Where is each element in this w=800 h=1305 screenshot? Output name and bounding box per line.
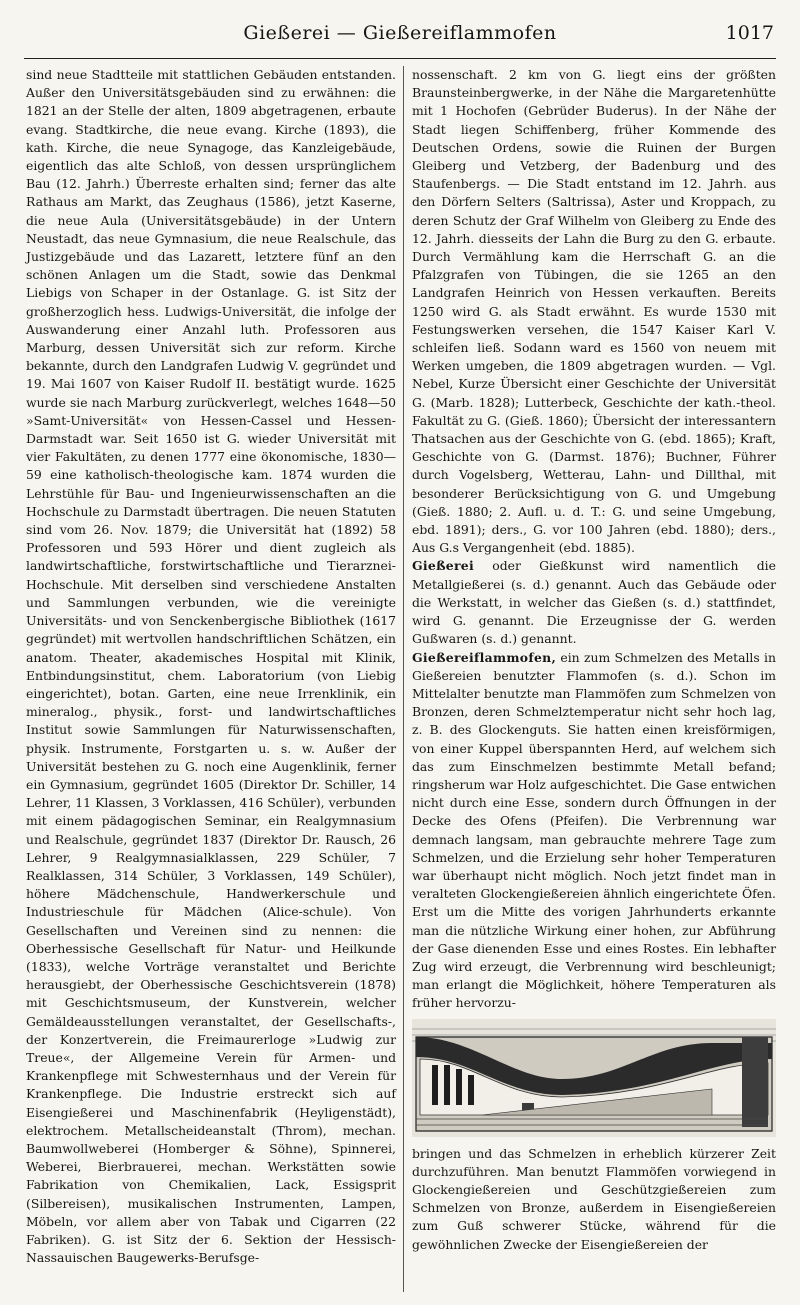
right-column xyxy=(412,66,776,1254)
entry-giessereiflammofen-headword: Gießereiflammofen, xyxy=(412,649,557,665)
column-separator xyxy=(403,66,404,1292)
right-column-paragraph: nossenschaft. 2 km von G. liegt eins der größten Braunsteinbergwerke, in der Nähe die Margaretenhütte mit 1 Hochofen (Gebrüder Buderus). In der Nähe der Stadt liegen Schiffenberg, früher Kommende des Deutschen Ordens, sowie die Ruinen der Burgen Gleiberg und Vetzberg, der Badenburg und des Staufenbergs. — Die Stadt entstand im 12. Jahrh. aus den Dörfern Selters (Saltrissa), Aster und Kroppach, zu deren Schutz der Graf Wilhelm von Gleiberg zu Ende des 12. Jahrh. diesseits der Lahn die Burg zu den G. erbaute. Durch Vermählung kam die Herrschaft G. an die Pfalzgrafen von Tübingen, die sie 1265 an den Landgrafen Heinrich von Hessen verkauften. Bereits 1250 wird G. als Stadt erwähnt. Es wurde 1530 mit Festungswerken versehen, die 1547 Kaiser Karl V. schleifen ließ. Sodann ward es 1560 von neuem mit Werken umgeben, die 1809 abgetragen wurden. — Vgl. Nebel, Kurze Übersicht einer Geschichte der Universität G. (Marb. 1828); Lutterbeck, Geschichte der kath.-theol. Fakultät zu G. (Gieß. 1860); Übersicht der interessantern Thatsachen aus der Geschichte von G. (ebd. 1865); Kraft, Geschichte von G. (Darmst. 1876); Buchner, Führer durch Vogelsberg, Wetterau, Lahn- und Dillthal, mit besonderer Berücksichtigung von G. und Umgebung (Gieß. 1880; 2. Aufl. u. d. T.: G. und seine Umgebung, ebd. 1891); ders., G. vor 100 Jahren (ebd. 1880); ders., Aus G.s Vergangenheit (ebd. 1885). xyxy=(412,67,776,556)
entry-giessereiflammofen xyxy=(412,649,776,1013)
furnace-figure xyxy=(412,1019,776,1137)
entry-giessereiflammofen-text: ein zum Schmelzen des Metalls in Gießereien benutzter Flammofen (s. d.). Schon im Mittelalter benutzte man Flammöfen zum Schmelzen von Bronzen, deren Schmelztemperatur nicht sehr hoch lag, z. B. des Glockenguts. Sie hatten einen kreisförmigen, von einer Kuppel überspannten Herd, auf welchem sich das zum Einschmelzen bestimmte Metall befand; ringsherum war Holz aufgeschichtet. Die Gase entwichen nicht durch eine Esse, sondern durch Öffnungen in der Decke des Ofens (Pfeifen). Die Verbrennung war demnach langsam, man gebrauchte mehrere Tage zum Schmelzen, und die Erzielung sehr hoher Temperaturen war überhaupt nicht möglich. Noch jetzt findet man in veralteten Glockengießereien ähnlich eingerichtete Öfen. Erst um die Mitte des vorigen Jahrhunderts erkannte man die nützliche Wirkung einer hohen, zur Abführung der Gase dienenden Esse und eines Rostes. Ein lebhafter Zug wird erzeugt, die Verbrennung wird beschleunigt; man erlangt die Möglichkeit, höhere Temperaturen als früher hervorzu- xyxy=(412,649,776,1011)
page-title: Gießerei — Gießereiflammofen xyxy=(243,22,557,44)
running-header xyxy=(0,18,800,58)
entry-giesserei xyxy=(412,557,776,648)
entry-giesserei-text: oder Gießkunst wird namentlich die Metallgießerei (s. d.) genannt. Auch das Gebäude oder die Werkstatt, in welcher das Gießen (s. d.) stattfindet, wird G. genannt. Die Erzeugnisse der G. werden Gußwaren (s. d.) genannt. xyxy=(412,558,776,647)
right-column-paragraph-after-figure: bringen und das Schmelzen in erheblich kürzerer Zeit durchzuführen. Man benutzt Flammöfen vorwiegend in Glockengießereien und Geschützgießereien zum Schmelzen von Bronze, außerdem in Eisengießereien zum Guß schwerer Stücke, während für die gewöhnlichen Zwecke der Eisengießereien der xyxy=(412,1145,776,1252)
left-column xyxy=(26,66,396,1267)
page-number: 1017 xyxy=(725,22,774,44)
entry-giesserei-headword: Gießerei xyxy=(412,558,474,574)
left-column-text: sind neue Stadtteile mit stattlichen Gebäuden entstanden. Außer den Universitätsgebäuden sind zu erwähnen: die 1821 an der Stelle der alten, 1809 abgetragenen, erbaute evang. Stadtkirche, die neue evang. Kirche (1893), die kath. Kirche, die neue Synagoge, das Kanzleigebäude, eigentlich das alte Schloß, von dessen ursprünglichem Bau (12. Jahrh.) Überreste erhalten sind; ferner das alte Rathaus am Markt, das Zeughaus (1586), jetzt Kaserne, die neue Aula (Universitätsgebäude) in der Untern Neustadt, das neue Gymnasium, die neue Realschule, das Justizgebäude und das Lazarett, letztere fünf an den schönen Anlagen um die Stadt, sowie das Denkmal Liebigs von Schaper in der Ostanlage. G. ist Sitz der großherzoglich hess. Ludwigs-Universität, die infolge der Auswanderung einer Anzahl luth. Professoren aus Marburg, dessen Universität sich zur reform. Kirche bekannte, durch den Landgrafen Ludwig V. gegründet und 19. Mai 1607 von Kaiser Rudolf II. bestätigt wurde. 1625 wurde sie nach Marburg zurückverlegt, welches 1648—50 »Samt-Universität« von Hessen-Cassel und Hessen-Darmstadt war. Seit 1650 ist G. wieder Universität mit vier Fakultäten, zu denen 1777 eine ökonomische, 1830—59 eine katholisch-theologische kam. 1874 wurden die Lehrstühle für Bau- und Ingenieurwissenschaften an die Hochschule zu Darmstadt übertragen. Die neuen Statuten sind vom 26. Nov. 1879; die Universität hat (1892) 58 Professoren und 593 Hörer und dient zugleich als landwirtschaftliche, forstwirtschaftliche und Tierarznei-Hochschule. Mit derselben sind verschiedene Anstalten und Sammlungen verbunden, wie die vereinigte Universitäts- und von Senckenbergische Bibliothek (1617 gegründet) mit wertvollen handschriftlichen Schätzen, ein anatom. Theater, akademisches Hospital mit Klinik, Entbindungsinstitut, chem. Laboratorium (von Liebig eingerichtet), botan. Garten, eine neue Irrenklinik, ein mineralog., physik., forst- und landwirtschaftliches Institut sowie Sammlungen für Naturwissenschaften, physik. Instrumente, Forstgarten u. s. w. Außer der Universität bestehen zu G. noch eine Augenklinik, ferner ein Gymnasium, gegründet 1605 (Direktor Dr. Schiller, 14 Lehrer, 11 Klassen, 3 Vorklassen, 416 Schüler), verbunden mit einem pädagogischen Seminar, ein Realgymnasium und Realschule, gegründet 1837 (Direktor Dr. Rausch, 26 Lehrer, 9 Realgymnasialklassen, 229 Schüler, 7 Realklassen, 314 Schüler, 3 Vorklassen, 149 Schüler), höhere Mädchenschule, Handwerkerschule und Industrieschule für Mädchen (Alice-schule). Von Gesellschaften und Vereinen sind zu nennen: die Oberhessische Gesellschaft für Natur- und Heilkunde (1833), welche Vorträge veranstaltet und Berichte herausgiebt, der Oberhessische Geschichtsverein (1878) mit Geschichtsmuseum, der Kunstverein, welcher Gemäldeausstellungen veranstaltet, der Gesellschafts-, der Konzertverein, die Freimaurerloge »Ludwig zur Treue«, der Allgemeine Verein für Armen- und Krankenpflege mit Schwesternhaus und der Verein für Krankenpflege. Die Industrie erstreckt sich auf Eisengießerei und Maschinenfabrik (Heyligenstädt), elektrochem. Metallscheideanstalt (Throm), mechan. Baumwollweberei (Homberger & Söhne), Spinnerei, Weberei, Bierbrauerei, mechan. Werkstätten sowie Fabrikation von Chemikalien, Lack, Essigsprit (Silbereisen), musikalischen Instrumenten, Lampen, Möbeln, vor allem aber von Tabak und Cigarren (22 Fabriken). G. ist Sitz der 6. Sektion der Hessisch-Nassauischen Baugewerks-Berufsge- xyxy=(26,67,396,1266)
header-rule xyxy=(24,58,776,59)
furnace-cross-section-illustration xyxy=(412,1019,776,1137)
